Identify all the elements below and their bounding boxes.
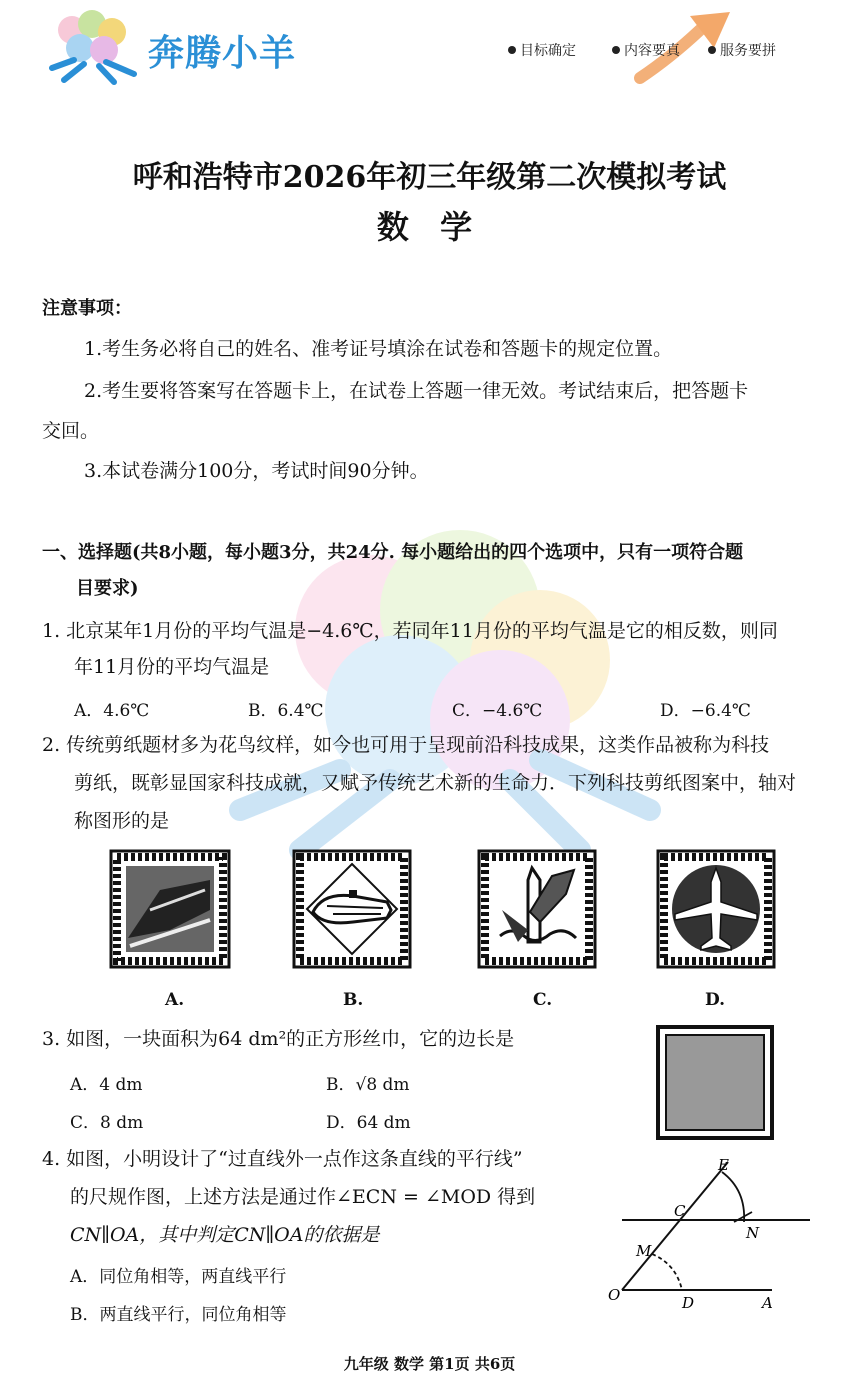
page-footer: 九年级 数学 第1页 共6页 [343,1355,516,1373]
question-2-text-continued: 剪纸，既彰显国家科技成就，又赋予传统艺术新的生命力．下列科技剪纸图案中，轴对 [74,772,797,794]
section-heading: 一、选择题(共8小题，每小题3分，共24分. 每小题给出的四个选项中，只有一项符合题 [42,542,744,563]
label-a: A [762,1294,773,1312]
notes-item-1: 1.考生务必将自己的姓名、准考证号填涂在试卷和答题卡的规定位置。 [84,338,673,360]
papercut-submarine-image [293,850,411,972]
label-e: E [718,1156,729,1174]
bullet-dot-icon [708,46,716,54]
square-scarf-figure [656,1025,774,1144]
bullet-item-3 [708,40,776,60]
watermark-logo [220,520,660,864]
question-1-text: 1. 北京某年1月份的平均气温是−4.6℃，若同年11月份的平均气温是它的相反数，则同 [42,620,778,642]
bullet-text: 内容要真 [624,43,680,59]
arc-md [652,1254,682,1290]
exam-title: 呼和浩特市2026年初三年级第二次模拟考试 [132,160,727,195]
question-4-text-line3: CN∥OA，其中判定CN∥OA的依据是 [70,1224,380,1246]
section-heading-continued: 目要求) [76,578,139,599]
question-3-option-c: C．8 dm [70,1113,144,1133]
question-3-option-b: B．√8 dm [326,1075,410,1095]
figure-label-c: C. [533,990,553,1010]
bullet-text: 目标确定 [520,43,576,59]
exam-subject: 数 学 [376,208,483,246]
label-c: C [674,1202,686,1220]
notes-item-2-continued: 交回。 [42,420,100,442]
question-1-text-continued: 年11月份的平均气温是 [74,656,270,678]
question-4-option-b: B．两直线平行，同位角相等 [70,1305,287,1325]
figure-label-b: B. [343,990,364,1010]
question-1-option-b: B．6.4℃ [248,701,324,721]
arc-en [722,1172,744,1222]
question-1-option-a: A．4.6℃ [74,701,150,721]
question-3-option-d: D．64 dm [326,1113,411,1133]
bullet-dot-icon [508,46,516,54]
question-4-option-a: A．同位角相等，两直线平行 [70,1267,287,1287]
notes-item-2: 2.考生要将答案写在答题卡上，在试卷上答题一律无效。考试结束后，把答题卡 [84,380,749,402]
figure-label-d: D. [705,990,726,1010]
bullet-dot-icon [612,46,620,54]
papercut-train-image [110,850,230,972]
label-m: M [636,1242,652,1260]
question-3-text: 3. 如图，一块面积为64 dm²的正方形丝巾，它的边长是 [42,1028,515,1050]
ray-oe [622,1162,728,1290]
label-o: O [608,1286,621,1304]
notes-item-3: 3.本试卷满分100分，考试时间90分钟。 [84,460,429,482]
figure-label-a: A. [165,990,185,1010]
question-1-option-d: D．−6.4℃ [660,701,751,721]
question-1-option-c: C．−4.6℃ [452,701,543,721]
construction-figure [600,1150,820,1319]
question-4-text-line2: 的尺规作图，上述方法是通过作∠ECN = ∠MOD 得到 [70,1186,536,1208]
bullet-item-1 [508,40,576,60]
brand-name: 奔腾小羊 [148,33,297,74]
question-4-text: 4. 如图，小明设计了“过直线外一点作这条直线的平行线” [42,1148,523,1170]
notes-heading: 注意事项： [42,298,132,319]
bullet-text: 服务要拼 [720,43,776,59]
papercut-rocket-image [478,850,596,972]
question-2-text-end: 称图形的是 [74,810,170,832]
label-d: D [682,1294,695,1312]
label-n: N [746,1224,760,1242]
papercut-airplane-image [657,850,775,972]
bullet-item-2 [612,40,680,60]
question-3-option-a: A．4 dm [70,1075,143,1095]
question-2-text: 2. 传统剪纸题材多为花鸟纹样，如今也可用于呈现前沿科技成果，这类作品被称为科技 [42,734,770,756]
brand-logo [44,8,144,90]
